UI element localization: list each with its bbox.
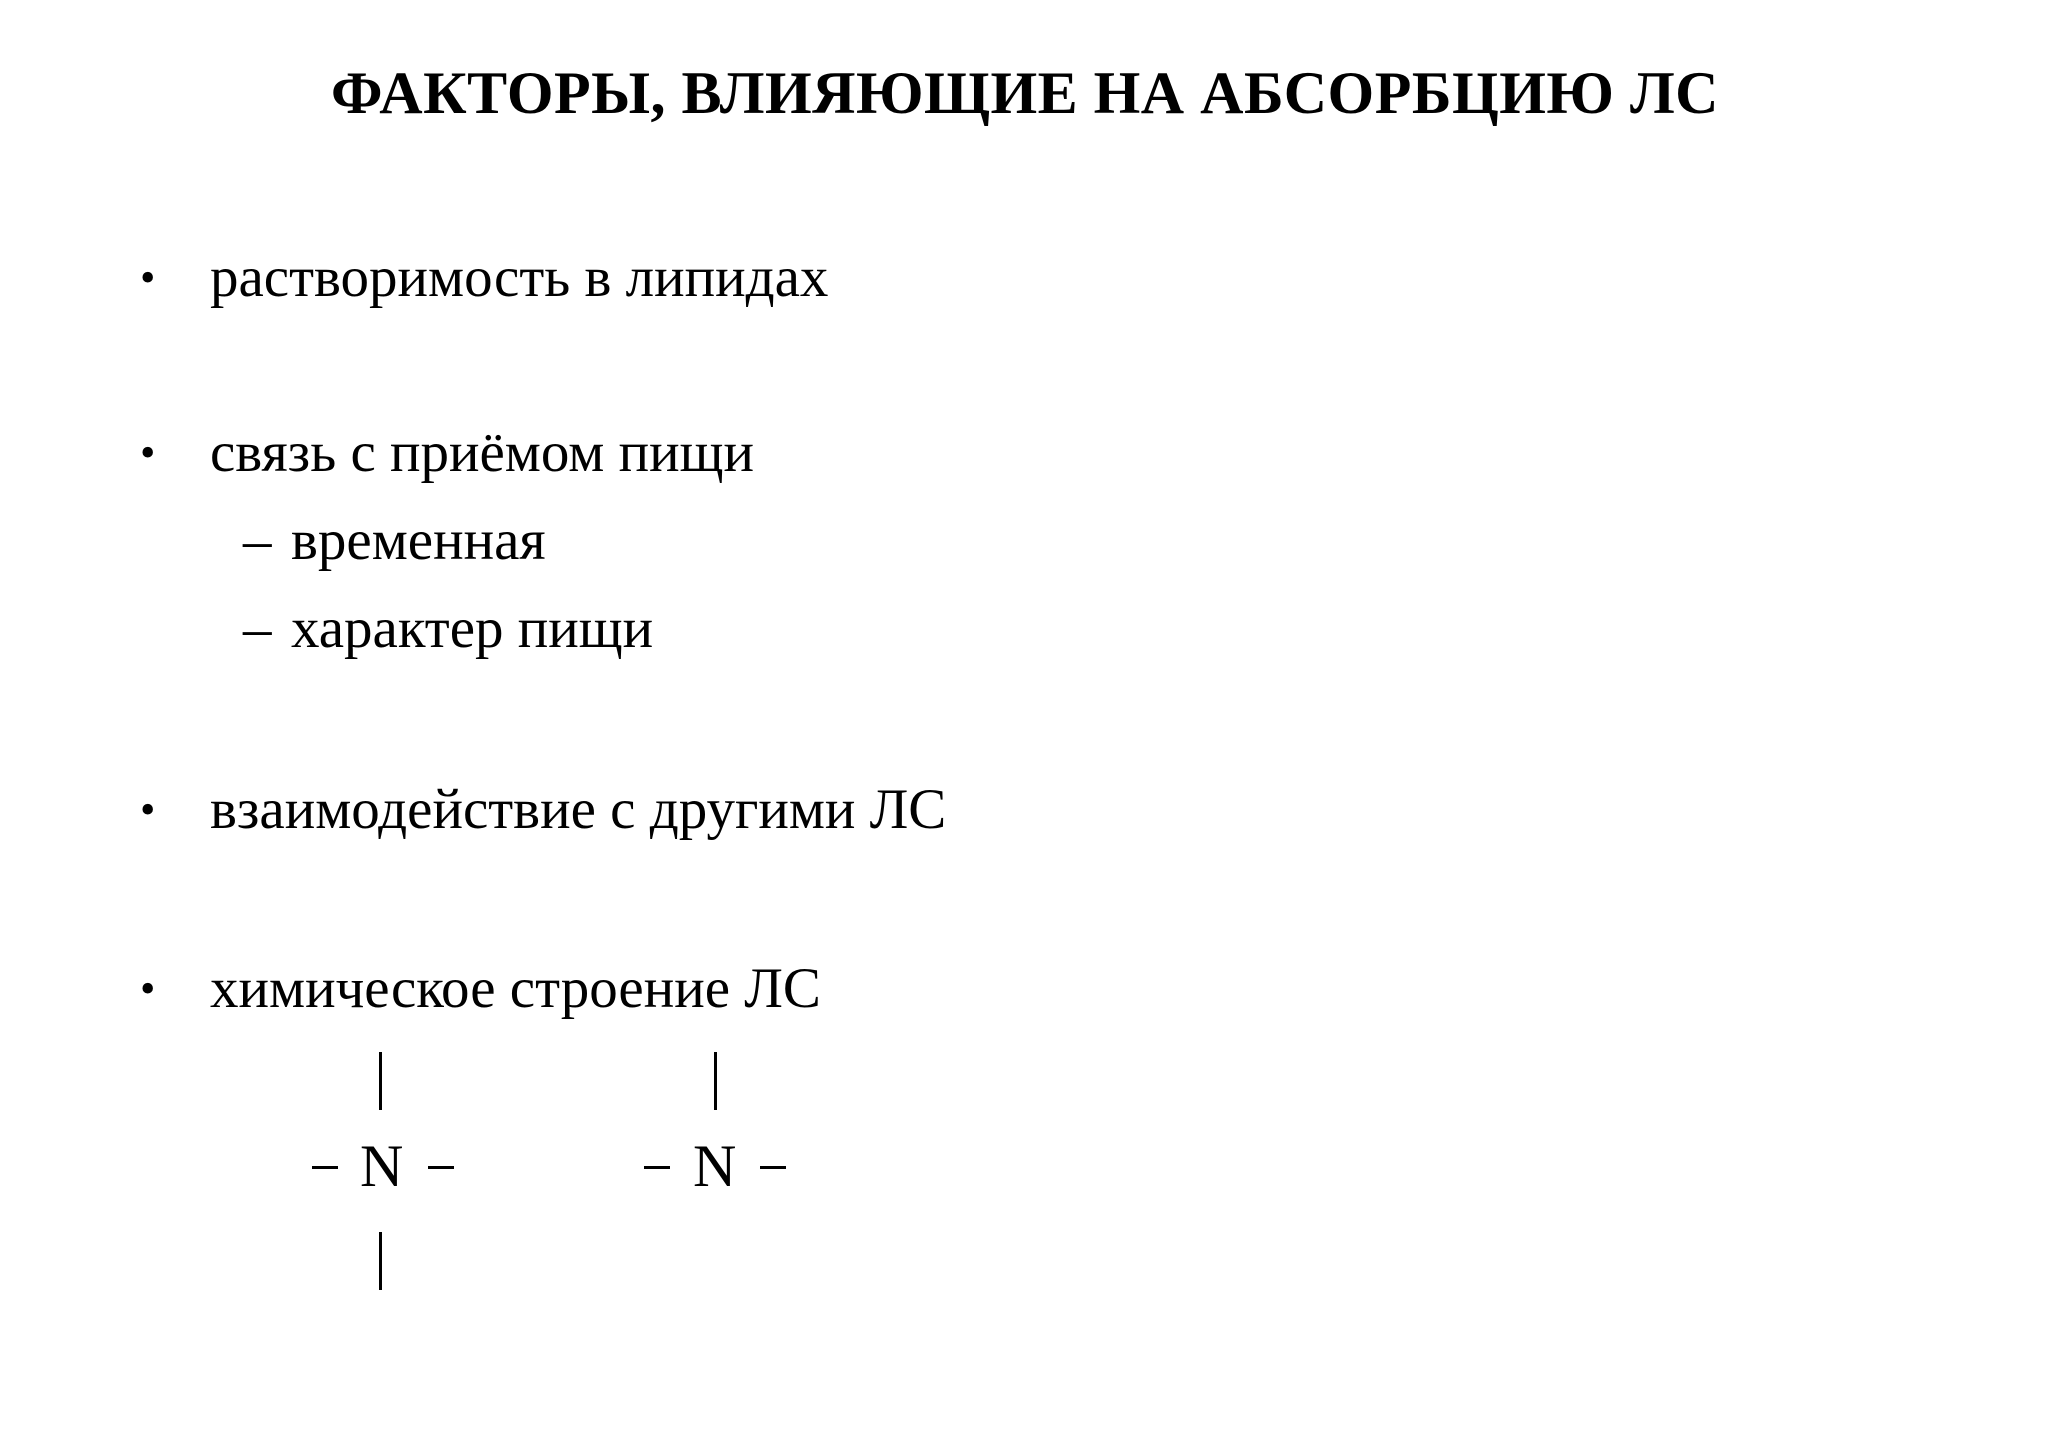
sub-item-text: характер пищи	[291, 597, 654, 660]
dash-icon: –	[243, 509, 272, 572]
bullet-icon: •	[140, 785, 156, 834]
bullet-icon: •	[140, 964, 156, 1013]
sub-item-text: временная	[291, 509, 546, 572]
nitrogen-atom: N	[693, 1133, 737, 1199]
bond-bottom-line	[379, 1232, 382, 1290]
bond-right-line	[428, 1166, 454, 1169]
bullet-text: взаимодействие с другими ЛС	[210, 778, 947, 841]
bond-right-line	[760, 1166, 786, 1169]
bond-top-line	[714, 1052, 717, 1110]
bond-top-line	[379, 1052, 382, 1110]
nitrogen-atom: N	[360, 1133, 404, 1199]
slide-title: ФАКТОРЫ, ВЛИЯЮЩИЕ НА АБСОРБЦИЮ ЛС	[331, 60, 1719, 126]
dash-icon: –	[243, 597, 272, 660]
bullet-icon: •	[140, 253, 156, 302]
bullet-text: химическое строение ЛС	[210, 957, 821, 1020]
bullet-text: связь с приёмом пищи	[210, 421, 755, 484]
bond-left-line	[312, 1166, 338, 1169]
bullet-text: растворимость в липидах	[210, 246, 829, 309]
sub-item-food-character	[243, 596, 653, 662]
bond-left-line	[644, 1166, 670, 1169]
sub-item-temporal	[243, 508, 546, 574]
bullet-icon: •	[140, 428, 156, 477]
